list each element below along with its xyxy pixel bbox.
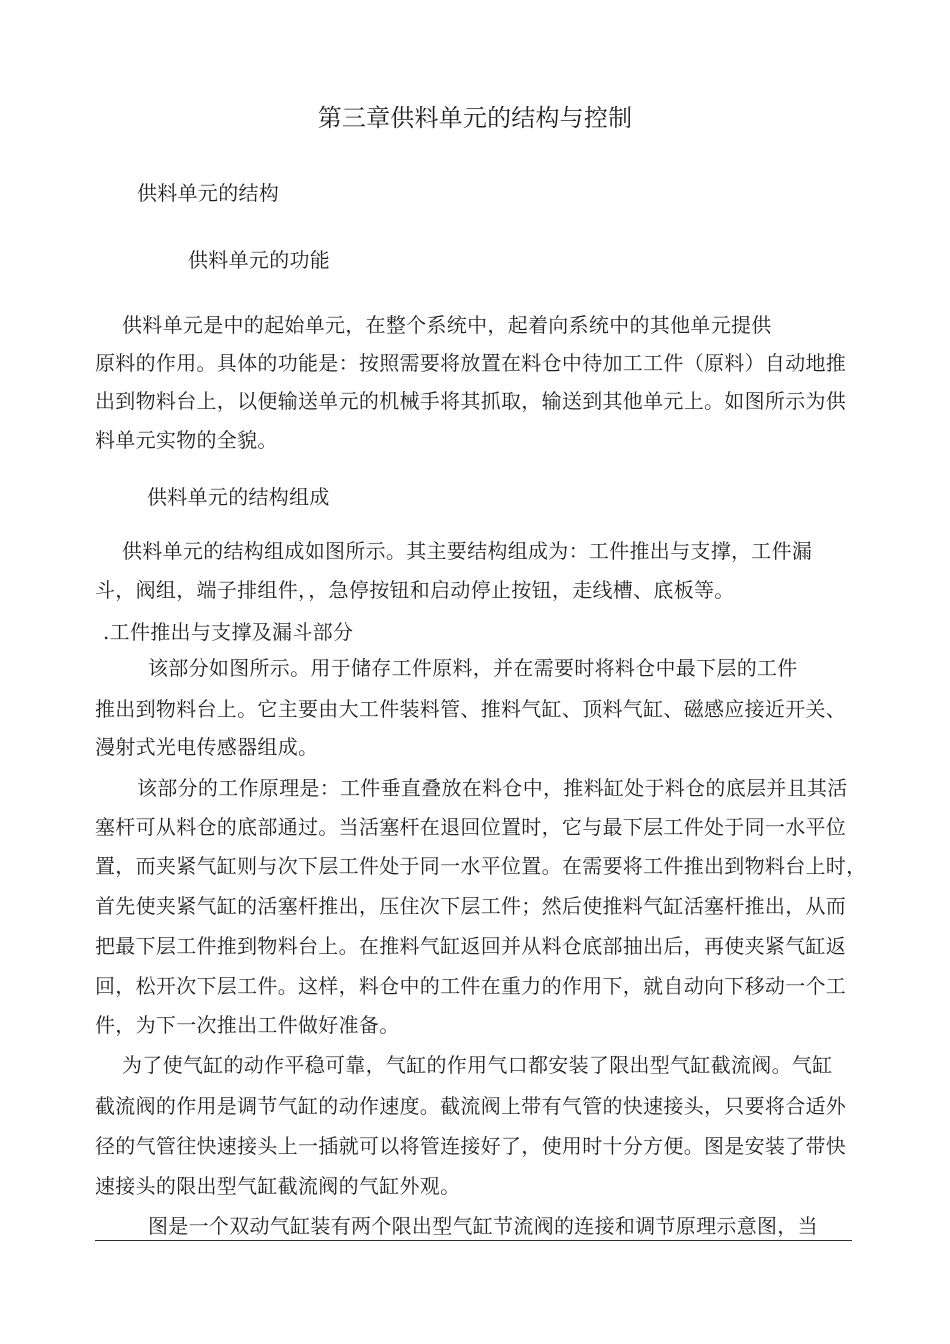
paragraph-line: 出到物料台上，以便输送单元的机械手将其抓取，输送到其他单元上。如图所示为供	[95, 389, 847, 413]
paragraph-line: 供料单元是中的起始单元，在整个系统中，起着向系统中的其他单元提供	[122, 313, 772, 337]
paragraph-line: 该部分如图所示。用于储存工件原料，并在需要时将料仓中最下层的工件	[148, 656, 798, 680]
paragraph-line: 该部分的工作原理是：工件垂直叠放在料仓中，推料缸处于料仓的底层并且其活	[137, 776, 848, 800]
paragraph-line: 料单元实物的全貌。	[95, 428, 278, 452]
paragraph-line: 径的气管往快速接头上一插就可以将管连接好了，使用时十分方便。图是安装了带快	[95, 1134, 847, 1158]
paragraph-line: 首先使夹紧气缸的活塞杆推出，压住次下层工件；然后使推料气缸活塞杆推出，从而	[95, 894, 847, 918]
section-heading-structure: 供料单元的结构	[137, 181, 280, 205]
paragraph-line: 把最下层工件推到物料台上。在推料气缸返回并从料仓底部抽出后，再使夹紧气缸返	[95, 934, 847, 958]
paragraph-line: 塞杆可从料仓的底部通过。当活塞杆在退回位置时，它与最下层工件处于同一水平位	[95, 815, 847, 839]
chapter-title: 第三章供料单元的结构与控制	[317, 104, 633, 132]
paragraph-line: 图是一个双动气缸装有两个限出型气缸节流阀的连接和调节原理示意图，当	[148, 1214, 818, 1238]
subsection-heading-function: 供料单元的功能	[188, 248, 331, 272]
paragraph-line: 件，为下一次推出工件做好准备。	[95, 1013, 400, 1037]
paragraph-line: 回，松开次下层工件。这样，料仓中的工件在重力的作用下，就自动向下移动一个工	[95, 974, 847, 998]
paragraph-line: 漫射式光电传感器组成。	[95, 735, 319, 759]
paragraph-line: 原料的作用。具体的功能是：按照需要将放置在料仓中待加工工件（原料）自动地推	[95, 351, 847, 375]
subsection-heading-pusher-part: .工件推出与支撑及漏斗部分	[103, 620, 354, 644]
paragraph-line: 斗，阀组，端子排组件，，急停按钮和启动停止按钮，走线槽、底板等。	[95, 578, 735, 602]
paragraph-line: 为了使气缸的动作平稳可靠，气缸的作用气口都安装了限出型气缸截流阀。气缸	[122, 1053, 833, 1077]
paragraph-line: 推出到物料台上。它主要由大工件装料管、推料气缸、顶料气缸、磁感应接近开关、	[95, 697, 847, 721]
subsection-heading-composition: 供料单元的结构组成	[147, 485, 330, 509]
paragraph-line: 供料单元的结构组成如图所示。其主要结构组成为：工件推出与支撑，工件漏	[122, 539, 813, 563]
paragraph-line: 置，而夹紧气缸则与次下层工件处于同一水平位置。在需要将工件推出到物料台上时，	[95, 854, 867, 878]
paragraph-line: 截流阀的作用是调节气缸的动作速度。截流阀上带有气管的快速接头，只要将合适外	[95, 1094, 847, 1118]
footer-rule	[95, 1240, 852, 1241]
paragraph-line: 速接头的限出型气缸截流阀的气缸外观。	[95, 1174, 461, 1198]
